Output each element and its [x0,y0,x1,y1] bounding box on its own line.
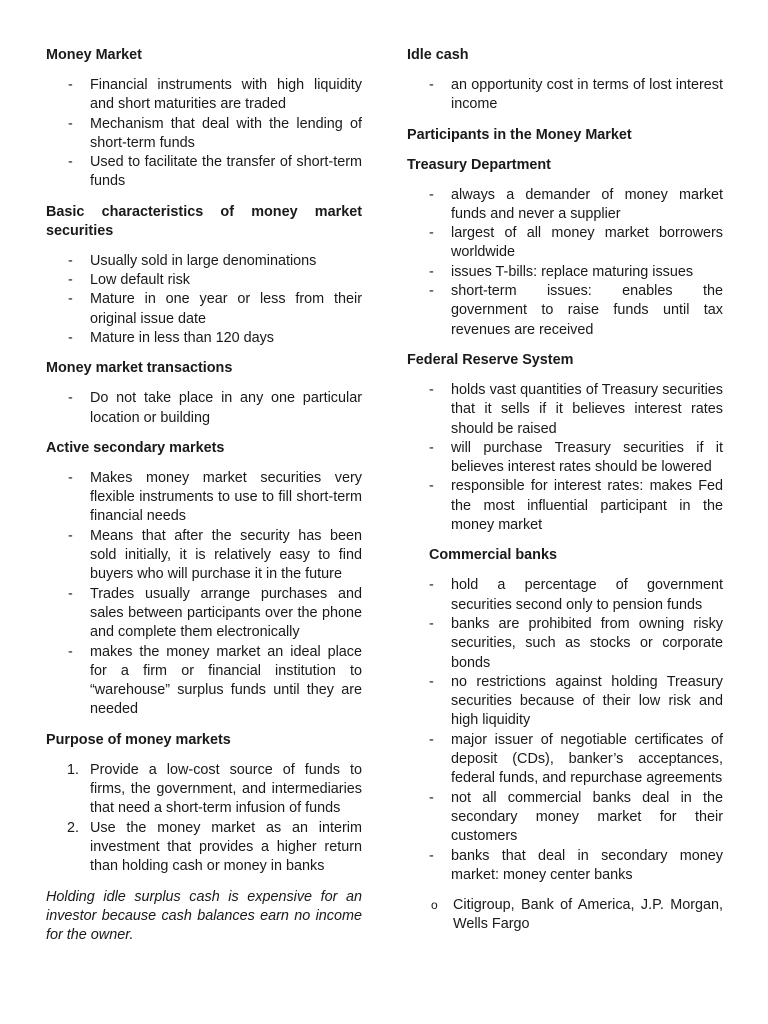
list-item: - largest of all money market borrowers worldwide [407,224,723,263]
item-text: Provide a low-cost source of funds to firms, the government, and intermediaries that need a short-term infusion of funds [90,761,362,817]
active-secondary-list [46,469,362,720]
list-item: - no restrictions against holding Treasury securities because of their low risk and high liquidity [407,673,723,731]
list-item: - Mechanism that deal with the lending of short-term funds [46,115,362,154]
list-item: - banks are prohibited from owning risky securities, such as stocks or corporate bonds [407,615,723,673]
numbered-item [46,819,362,877]
idle-cash-list [407,76,723,115]
treasury-list [407,186,723,340]
heading-active-secondary: Active secondary markets [46,439,225,456]
list-item: - responsible for interest rates: makes Fed the most influential participant in the money market [407,477,723,535]
list-item: - banks that deal in secondary money market: money center banks [407,847,723,886]
commercial-banks-list [407,576,723,885]
list-item: - issues T-bills: replace maturing issues [407,263,723,282]
item-text: Use the money market as an interim investment that provides a higher return than holding cash or money in banks [90,819,362,875]
heading-idle-cash: Idle cash [407,47,469,63]
list-item: - Means that after the security has been sold initially, it is relatively easy to find buyers who will purchase it in the future [46,527,362,585]
heading-commercial-banks: Commercial banks [429,547,557,564]
list-item: - not all commercial banks deal in the secondary money market for their customers [407,789,723,847]
list-item: - Usually sold in large denominations [46,252,362,271]
list-item: - always a demander of money market funds and never a supplier [407,186,723,225]
list-item: - Mature in less than 120 days [46,329,362,348]
list-item: - makes the money market an ideal place for a firm or financial institution to “warehouse” surplus funds until they are needed [46,643,362,720]
left-column [46,46,362,945]
sub-list-item: o Citigroup, Bank of America, J.P. Morgan, Wells Fargo [407,896,723,935]
list-item: - Low default risk [46,271,362,290]
transactions-list [46,389,362,428]
item-number: 2. [67,819,80,836]
italic-note: Holding idle surplus cash is expensive for an investor because cash balances earn no income for the owner. [46,888,362,944]
heading-money-market: Money Market [46,47,142,63]
list-item: - Trades usually arrange purchases and sales between participants over the phone and complete them electronically [46,585,362,643]
list-item: - Mature in one year or less from their original issue date [46,290,362,329]
purpose-list [46,761,362,877]
list-item: - Used to facilitate the transfer of short-term funds [46,153,362,192]
right-column [407,46,723,935]
list-item: - will purchase Treasury securities if it believes interest rates should be lowered [407,439,723,478]
list-item: - hold a percentage of government securities second only to pension funds [407,576,723,615]
heading-basic-characteristics: Basic characteristics of money market securities [46,203,362,239]
list-item: - short-term issues: enables the government to raise funds until tax revenues are received [407,282,723,340]
basic-characteristics-list [46,252,362,348]
list-item: - an opportunity cost in terms of lost interest income [407,76,723,115]
list-item: - Financial instruments with high liquidity and short maturities are traded [46,76,362,115]
heading-treasury: Treasury Department [407,156,551,173]
list-item: - major issuer of negotiable certificates of deposit (CDs), banker’s acceptances, federal funds, and repurchase agreements [407,731,723,789]
heading-participants: Participants in the Money Market [407,126,632,143]
money-center-banks-sublist [407,896,723,935]
list-item: - Makes money market securities very flexible instruments to use to fill short-term financial needs [46,469,362,527]
heading-fed: Federal Reserve System [407,351,574,368]
list-item: - Do not take place in any one particular location or building [46,389,362,428]
heading-transactions: Money market transactions [46,360,233,377]
item-number: 1. [67,761,80,778]
list-item: - holds vast quantities of Treasury securities that it sells if it believes interest rates should be raised [407,381,723,439]
fed-list [407,381,723,535]
heading-purpose: Purpose of money markets [46,731,231,748]
numbered-item [46,761,362,819]
money-market-list [46,76,362,192]
